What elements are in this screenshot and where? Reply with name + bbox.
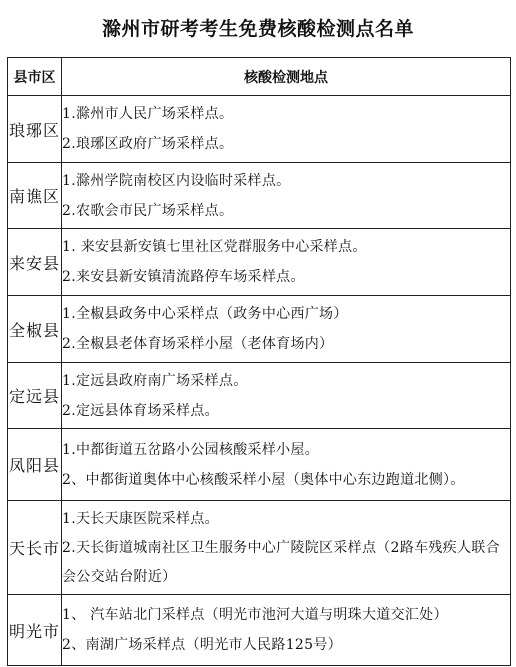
county-cell: 天长市 [8,501,62,595]
site-line: 1. 来安县新安镇七里社区党群服务中心采样点。 [62,239,367,255]
county-cell: 定远县 [8,363,62,429]
header-sites: 核酸检测地点 [62,58,511,96]
site-line: 2、南湖广场采样点（明光市人民路125号） [62,637,342,653]
site-line: 2.琅琊区政府广场采样点。 [62,136,234,152]
site-line: 2.全椒县老体育场采样小屋（老体育场内） [62,336,334,352]
site-line: 1.全椒县政务中心采样点（政务中心西广场） [62,306,348,322]
sites-cell [62,363,511,429]
county-cell: 南谯区 [8,163,62,229]
header-county: 县市区 [8,58,62,96]
table-row [8,296,511,363]
site-line: 1.滁州学院南校区内设临时采样点。 [62,172,291,189]
testing-sites-table [7,57,511,666]
sites-cell [62,163,511,229]
site-line: 2.天长街道城南社区卫生服务中心广陵院区采样点（2路车残疾人联合会公交站台附近） [62,539,500,585]
county-cell: 来安县 [8,229,62,296]
site-line: 1.定远县政府南广场采样点。 [62,372,248,389]
table-row [8,501,511,595]
table-row [8,163,511,229]
sites-cell [62,296,511,363]
site-line: 2、中都街道奥体中心核酸采样小屋（奥体中心东边跑道北侧）。 [62,471,465,488]
page-title: 滁州市研考考生免费核酸检测点名单 [101,18,414,40]
table-row [8,96,511,163]
county-cell: 明光市 [8,595,62,666]
table-row [8,429,511,501]
site-line: 2.农歌会市民广场采样点。 [62,202,234,219]
site-line: 1.中都街道五岔路小公园核酸采样小屋。 [62,441,320,458]
site-line: 1.天长天康医院采样点。 [62,510,219,527]
site-line: 1.滁州市人民广场采样点。 [62,106,234,122]
table-header-row [8,58,511,96]
site-line: 2.来安县新安镇清流路停车场采样点。 [62,269,305,285]
sites-cell [62,595,511,666]
sites-cell [62,229,511,296]
county-cell: 琅琊区 [8,96,62,163]
sites-cell [62,429,511,501]
county-cell: 凤阳县 [8,429,62,501]
sites-cell [62,96,511,163]
table-row [8,363,511,429]
table-row [8,595,511,666]
sites-cell [62,501,511,595]
county-cell: 全椒县 [8,296,62,363]
site-line: 1、 汽车站北门采样点（明光市池河大道与明珠大道交汇处） [62,607,448,623]
table-row [8,229,511,296]
site-line: 2.定远县体育场采样点。 [62,402,219,419]
